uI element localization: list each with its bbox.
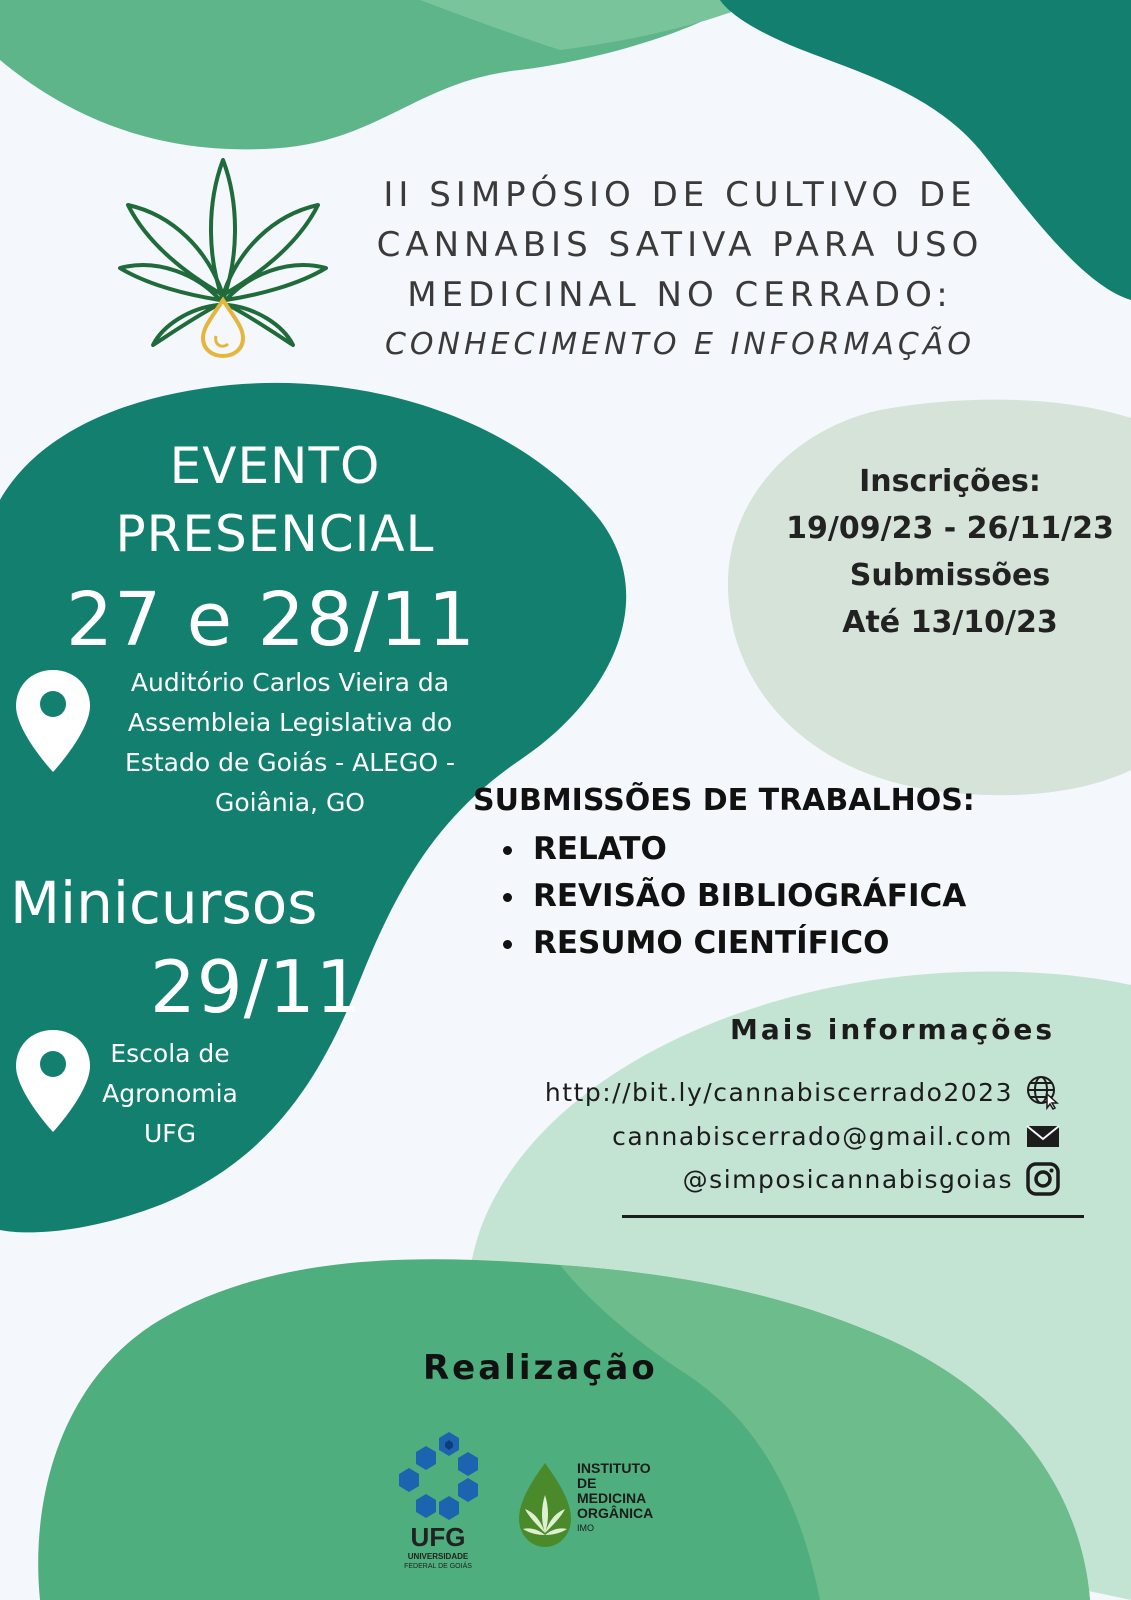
event-type [60, 432, 490, 568]
ufg-name-line-2: FEDERAL DE GOIÁS [404, 1563, 472, 1570]
title-line-2: CANNABIS SATIVA PARA USO [376, 225, 984, 265]
minicursos-label: Minicursos [10, 869, 318, 937]
venue-line: Assembleia Legislativa do [127, 708, 453, 737]
registration-info [760, 458, 1131, 646]
title-line-4: CONHECIMENTO E INFORMAÇÃO [384, 327, 976, 362]
contact-url[interactable]: http://bit.ly/cannabiscerrado2023 [544, 1077, 1013, 1107]
venue-line: Escola de [110, 1039, 230, 1068]
contact-email-row[interactable] [612, 1118, 1061, 1154]
submission-types [473, 780, 975, 967]
list-item: RESUMO CIENTÍFICO [473, 920, 975, 967]
list-item: RELATO [473, 826, 975, 873]
registration-label: Inscrições: [859, 464, 1041, 499]
title-line-3: MEDICINAL NO CERRADO: [407, 275, 953, 315]
event-dates: 27 e 28/11 [66, 577, 476, 663]
contact-title: Mais informações [730, 1013, 1056, 1046]
venue-line: Agronomia [102, 1079, 238, 1108]
venue-line: UFG [143, 1119, 197, 1148]
contact-instagram-row[interactable] [683, 1161, 1061, 1197]
title-line-1: II SIMPÓSIO DE CULTIVO DE [383, 175, 977, 215]
event-title [330, 170, 1030, 370]
contact-instagram[interactable]: @simposicannabisgoias [682, 1164, 1013, 1194]
location-pin-icon [12, 666, 94, 776]
mail-icon [1025, 1118, 1061, 1154]
minicursos-venue [80, 1034, 260, 1154]
minicursos-date: 29/11 [150, 945, 363, 1029]
ufg-name-line-1: UNIVERSIDADE [407, 1552, 469, 1561]
venue-line: Goiânia, GO [215, 788, 365, 817]
venue-line: Auditório Carlos Vieira da [130, 668, 450, 697]
ufg-acronym: UFG [410, 1522, 466, 1552]
ufg-logo [396, 1430, 481, 1570]
venue-line: Estado de Goiás - ALEGO - [125, 748, 455, 777]
imo-line-1: INSTITUTO [577, 1460, 651, 1476]
submissions-label: Submissões [849, 558, 1051, 593]
imo-line-4: ORGÂNICA [577, 1505, 654, 1521]
globe-icon [1025, 1074, 1061, 1110]
imo-line-3: MEDICINA [577, 1490, 647, 1506]
event-venue [95, 663, 485, 823]
imo-acronym: IMO [577, 1523, 594, 1533]
event-type-line-1: EVENTO [169, 437, 381, 495]
submission-types-list [473, 826, 975, 967]
submission-types-title: SUBMISSÕES DE TRABALHOS: [473, 783, 975, 818]
list-item: REVISÃO BIBLIOGRÁFICA [473, 873, 975, 920]
instagram-icon [1025, 1161, 1061, 1197]
submissions-deadline: Até 13/10/23 [842, 605, 1058, 640]
imo-line-2: DE [577, 1475, 597, 1491]
contact-url-row[interactable] [545, 1074, 1061, 1110]
organizers-title: Realização [423, 1348, 658, 1388]
registration-dates: 19/09/23 - 26/11/23 [786, 511, 1114, 546]
event-type-line-2: PRESENCIAL [115, 505, 435, 563]
imo-logo [515, 1455, 685, 1555]
contact-divider [622, 1215, 1084, 1218]
contact-email[interactable]: cannabiscerrado@gmail.com [612, 1121, 1013, 1151]
cannabis-leaf-logo [118, 150, 328, 360]
